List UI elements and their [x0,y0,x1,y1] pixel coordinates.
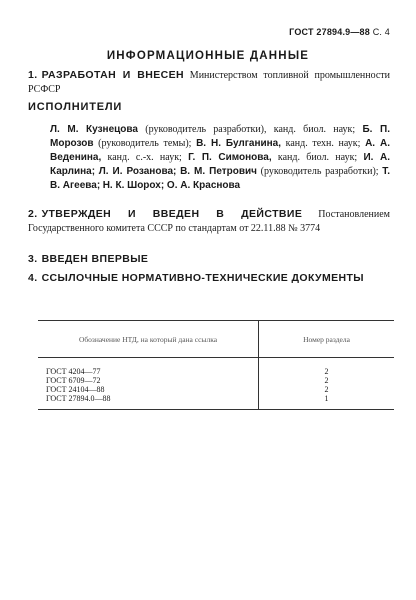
executor-name: Т. В. Агеева; [50,166,391,191]
column-header-section: Номер раздела [258,321,394,357]
section-text: Постановлением Государственного комитета СССР по стандартам от 22.11.88 № 3774 [28,209,390,234]
section-number: 1. [28,69,38,81]
section-number: 3. [28,253,38,265]
table-cell-section: 2 [324,376,329,385]
table-cell-doc: ГОСТ 6709—72 [46,376,101,385]
executors-heading: ИСПОЛНИТЕЛИ [28,101,123,113]
page-header [289,27,390,37]
column-header-document: Обозначение НТД, на который дана ссылка [78,334,218,344]
table-cell-section: 1 [324,394,329,403]
section-number: 2. [28,208,38,220]
references-table [38,320,394,410]
executors-list [50,123,390,193]
executor-name: Л. И. Розанова; [98,166,177,177]
executor-role: канд. биол. наук; [271,152,364,163]
table-cell-section: 2 [324,385,329,394]
section-heading: УТВЕРЖДЕН И ВВЕДЕН В ДЕЙСТВИЕ [41,208,303,220]
section-heading: ВВЕДЕН ВПЕРВЫЕ [41,253,149,265]
executor-name: В. М. Петрович [180,166,257,177]
executor-role: канд. техн. наук; [281,138,366,149]
table-cell-doc: ГОСТ 24104—88 [46,385,105,394]
page-number: С. 4 [372,27,390,37]
executor-name: Б. П. Морозов [50,124,390,149]
executor-role: (руководитель разработки), канд. биол. наук; [138,124,363,135]
documents-column [38,358,258,409]
table-cell-doc: ГОСТ 4204—77 [46,367,101,376]
executor-role: (руководитель разработки); [256,166,383,177]
executor-role: канд. с.-х. наук; [101,152,189,163]
executor-name: А. А. Веденина, [50,138,390,163]
table-header [38,321,394,358]
executor-name: И. А. Карлина; [50,152,390,177]
executor-name: В. Н. Булганина, [196,138,282,149]
section-references [28,271,390,286]
section-text: Министерством топливной промышленности РСФСР [28,70,390,95]
section-heading: ССЫЛОЧНЫЕ НОРМАТИВНО-ТЕХНИЧЕСКИЕ ДОКУМЕНТЫ [41,272,364,284]
executor-name: Л. М. Кузнецова [50,124,138,135]
executor-name: Н. К. Шорох; О. А. Краснова [102,180,241,191]
executor-name: Г. П. Симонова, [188,152,272,163]
page-title: ИНФОРМАЦИОННЫЕ ДАННЫЕ [106,50,310,62]
section-number: 4. [28,272,38,284]
section-introduced [28,252,390,267]
standard-code: ГОСТ 27894.9—88 [289,27,370,37]
table-body [38,358,394,409]
sections-column [258,358,394,409]
executor-role: (руководитель темы); [93,138,197,149]
section-developed [28,68,390,97]
table-cell-doc: ГОСТ 27894.0—88 [46,394,111,403]
section-approved [28,207,390,236]
table-cell-section: 2 [324,367,329,376]
section-heading: РАЗРАБОТАН И ВНЕСЕН [41,69,185,81]
